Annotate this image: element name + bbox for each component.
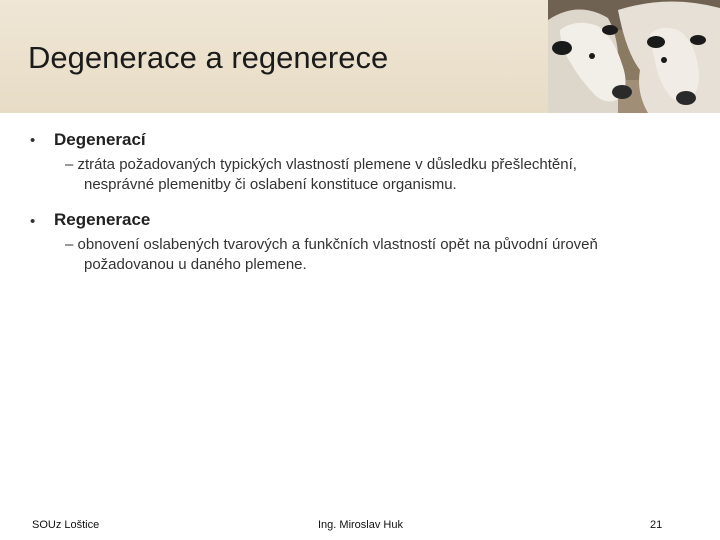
bullet-marker: • [30,213,36,230]
slide-title: Degenerace a regenerece [28,40,389,75]
bullet-heading-regenerace: Regenerace [54,210,151,229]
sub-item-line: nesprávné plemenitby či oslabení konstituce organismu. [84,176,457,193]
sub-item-line: – obnovení oslabených tvarových a funkčních vlastností opět na původní úroveň [65,236,598,253]
sub-item-line: – ztráta požadovaných typických vlastností plemene v důsledku přešlechtění, [65,156,577,173]
sub-item-line: požadovanou u daného plemene. [84,256,307,273]
footer-author: Ing. Miroslav Huk [318,519,403,531]
footer-page-number: 21 [650,519,663,531]
cattle-photo [548,0,720,113]
bullet-marker: • [30,132,36,149]
footer-school: SOUz Loštice [32,519,100,531]
bullet-heading-degenerace: Degenerací [54,130,146,149]
